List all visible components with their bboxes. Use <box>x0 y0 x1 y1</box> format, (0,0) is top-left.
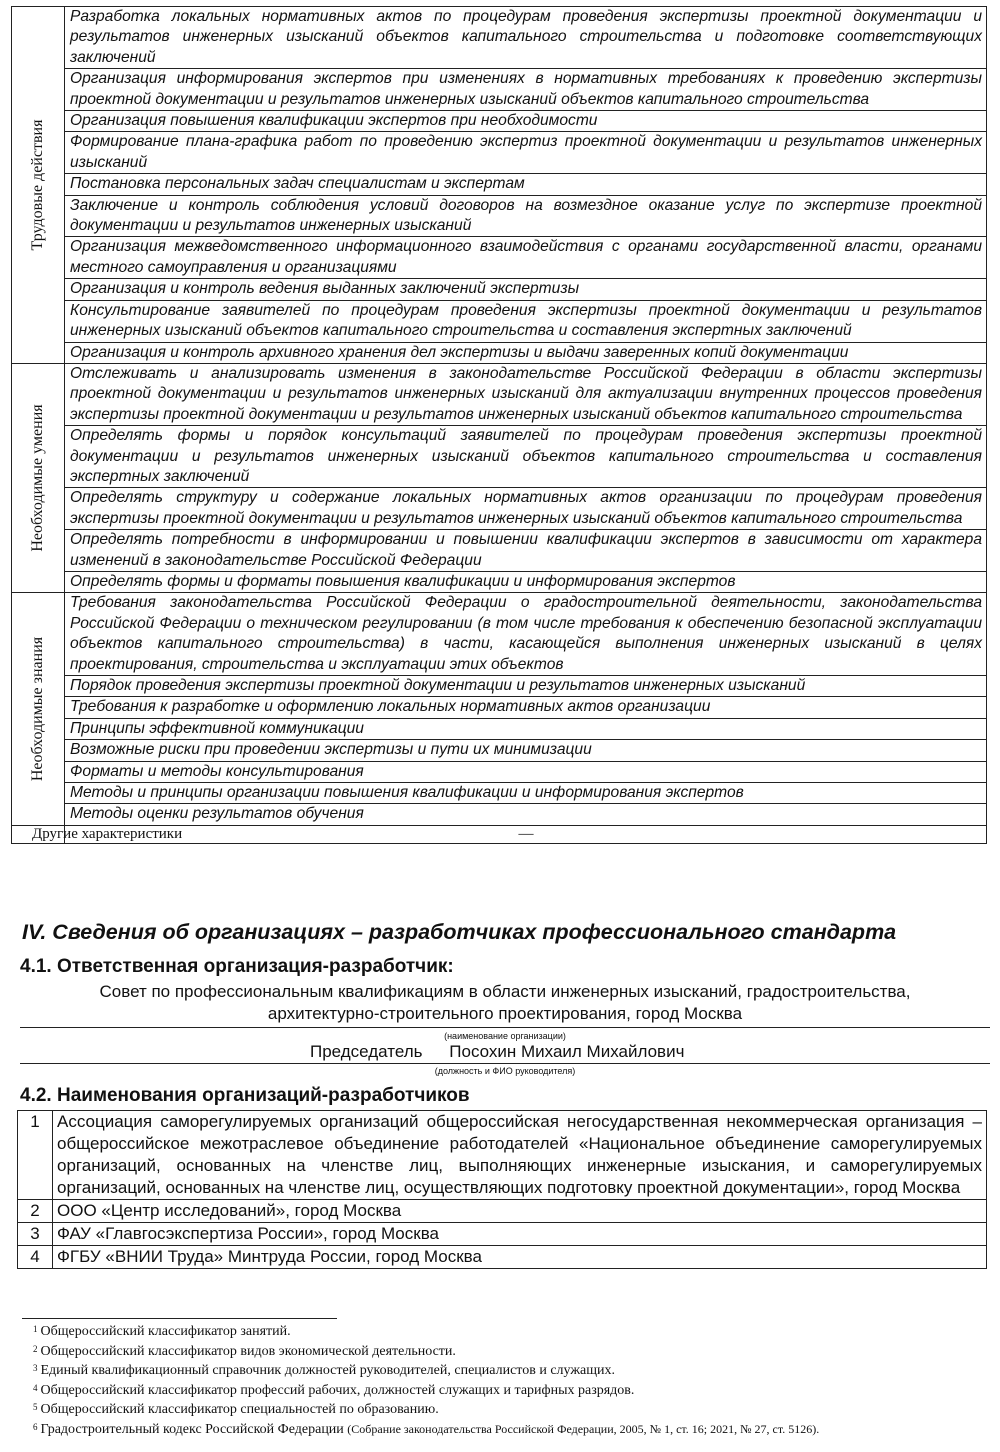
labor-actions-row <box>12 69 987 111</box>
required-skills-category-cell <box>12 363 65 592</box>
required-knowledge-row <box>12 804 987 825</box>
developers-heading: 4.2. Наименования организаций-разработчиков <box>20 1085 470 1106</box>
required-skills-category-label: Необходимые умения <box>29 404 46 552</box>
footnote-text: Градостроительный кодекс Российской Федерации <box>40 1421 344 1437</box>
org-head-underline <box>20 1063 990 1064</box>
required-knowledge-row <box>12 593 987 676</box>
footnote-number: 5 <box>33 1402 38 1413</box>
footnote <box>33 1400 993 1420</box>
responsible-org-name <box>20 981 990 1025</box>
labor-actions-item: Постановка персональных задач специалистам и экспертам <box>65 174 987 195</box>
required-knowledge-item: Требования к разработке и оформлению локальных нормативных актов организации <box>65 697 987 718</box>
labor-actions-row <box>12 342 987 363</box>
section-title: IV. Сведения об организациях – разработчиках профессионального стандарта <box>22 920 897 944</box>
other-characteristics-row <box>12 825 987 843</box>
labor-actions-item: Организация межведомственного информационного взаимодействия с органами государственной власти, органами местного самоуправления и организациями <box>65 237 987 279</box>
required-skills-item: Определять структуру и содержание локальных нормативных актов организации по процедурам проведения экспертизы проектной документации и результатов инженерных изысканий объектов капитального строительства <box>65 488 987 530</box>
labor-actions-item: Консультирование заявителей по процедурам проведения экспертизы проектной документации и результатов инженерных изысканий объектов капитального строительства и составления экспертных заключений <box>65 300 987 342</box>
required-knowledge-row <box>12 783 987 804</box>
required-knowledge-item: Принципы эффективной коммуникации <box>65 718 987 739</box>
footnote-number: 1 <box>33 1324 38 1334</box>
labor-actions-category-cell <box>12 7 65 364</box>
required-knowledge-row <box>12 761 987 782</box>
labor-functions-table <box>11 6 987 844</box>
footnote <box>33 1342 993 1362</box>
labor-actions-category-label: Трудовые действия <box>29 119 46 251</box>
footnote-number: 4 <box>33 1382 38 1393</box>
labor-actions-item: Формирование плана-графика работ по проведению экспертиз проектной документации и результатов инженерных изысканий <box>65 132 987 174</box>
required-skills-item: Определять формы и порядок консультаций заявителей по процедурам проведения экспертизы проектной документации и результатов инженерных изысканий объектов капитального строительства и составления экспертных заключений <box>65 426 987 488</box>
labor-actions-row <box>12 279 987 300</box>
developer-row <box>18 1246 987 1269</box>
labor-actions-item: Организация повышения квалификации экспертов при необходимости <box>65 111 987 132</box>
developer-name: ФГБУ «ВНИИ Труда» Минтруда России, город Москва <box>53 1246 987 1269</box>
responsible-org-name-line1: Совет по профессиональным квалификациям в области инженерных изысканий, градостроительства, <box>99 982 911 1001</box>
footnote <box>33 1381 993 1401</box>
org-head-name: Посохин Михаил Михайлович <box>449 1042 685 1061</box>
developer-number: 2 <box>18 1200 53 1223</box>
footnote-text: Общероссийский классификатор видов экономической деятельности. <box>40 1343 456 1359</box>
required-skills-row <box>12 426 987 488</box>
footnote <box>33 1361 993 1381</box>
labor-actions-row <box>12 237 987 279</box>
labor-actions-row <box>12 111 987 132</box>
footnote-number: 3 <box>33 1363 38 1374</box>
labor-actions-row <box>12 300 987 342</box>
footnote-number: 6 <box>33 1421 38 1432</box>
other-characteristics-value: — <box>65 825 987 843</box>
developer-number: 3 <box>18 1223 53 1246</box>
footnote-number: 2 <box>33 1343 38 1354</box>
org-head-position: Председатель <box>310 1042 423 1061</box>
required-knowledge-row <box>12 740 987 761</box>
footnote-separator <box>22 1318 337 1319</box>
other-characteristics-label: Другие характеристики <box>12 825 65 843</box>
developer-row <box>18 1223 987 1246</box>
required-skills-row <box>12 488 987 530</box>
labor-actions-item: Организация и контроль архивного хранения дел экспертизы и выдачи заверенных копий документации <box>65 342 987 363</box>
labor-actions-row <box>12 195 987 237</box>
org-head-caption: (должность и ФИО руководителя) <box>434 1066 576 1076</box>
developer-row <box>18 1200 987 1223</box>
footnote-text: Общероссийский классификатор занятий. <box>40 1324 291 1339</box>
labor-actions-row <box>12 174 987 195</box>
footnotes <box>33 1322 993 1440</box>
required-knowledge-item: Порядок проведения экспертизы проектной документации и результатов инженерных изысканий <box>65 676 987 697</box>
developer-name: Ассоциация саморегулируемых организаций общероссийская негосударственная некоммерческая организация – общероссийское межотраслевое объединение работодателей «Национальное объединение саморегулируемых организаций, основанных на членстве лиц, выполняющих инженерные изыскания, и саморегулируемых организаций, основанных на членстве лиц, осуществляющих подготовку проектной документации», город Москва <box>53 1111 987 1200</box>
labor-actions-row <box>12 132 987 174</box>
footnote-text: Общероссийский классификатор специальностей по образованию. <box>40 1402 439 1418</box>
required-knowledge-item: Методы оценки результатов обучения <box>65 804 987 825</box>
required-skills-item: Отслеживать и анализировать изменения в законодательстве Российской Федерации в области экспертизы проектной документации и результатов инженерных изысканий для актуализации внутренних процессов проведения экспертизы проектной документации и результатов инженерных изысканий объектов капитального строительства <box>65 363 987 425</box>
developer-row <box>18 1111 987 1200</box>
developer-name: ФАУ «Главгосэкспертиза России», город Москва <box>53 1223 987 1246</box>
required-knowledge-row <box>12 676 987 697</box>
developer-number: 1 <box>18 1111 53 1200</box>
required-knowledge-row <box>12 697 987 718</box>
required-skills-row <box>12 571 987 592</box>
required-knowledge-item: Требования законодательства Российской Федерации о градостроительной деятельности, законодательства Российской Федерации о техническом регулировании (в том числе требования к обеспечению безопасной эксплуатации объектов капитального строительства) в части, касающейся выполнения инженерных изысканий в целях проектирования, строительства и эксплуатации этих объектов <box>65 593 987 676</box>
required-knowledge-category-cell <box>12 593 65 825</box>
developer-number: 4 <box>18 1246 53 1269</box>
required-skills-row <box>12 530 987 572</box>
labor-actions-item: Организация информирования экспертов при изменениях в нормативных требованиях к проведению экспертизы проектной документации и результатов инженерных изысканий объектов капитального строительства <box>65 69 987 111</box>
required-skills-item: Определять формы и форматы повышения квалификации и информирования экспертов <box>65 571 987 592</box>
required-knowledge-item: Методы и принципы организации повышения квалификации и информирования экспертов <box>65 783 987 804</box>
responsible-org-heading: 4.1. Ответственная организация-разработчик: <box>20 956 454 977</box>
labor-actions-row <box>12 7 987 69</box>
developers-table-body <box>18 1111 987 1269</box>
required-skills-item: Определять потребности в информировании и повышении квалификации экспертов в зависимости от характера изменений в законодательстве Российской Федерации <box>65 530 987 572</box>
developer-name: ООО «Центр исследований», город Москва <box>53 1200 987 1223</box>
developers-table <box>17 1110 987 1269</box>
labor-actions-item: Разработка локальных нормативных актов по процедурам проведения экспертизы проектной документации и результатов инженерных изысканий объектов капитального строительства и подготовке соответствующих заключений <box>65 7 987 69</box>
labor-functions-table-body <box>12 7 987 844</box>
required-knowledge-row <box>12 718 987 739</box>
required-knowledge-item: Возможные риски при проведении экспертизы и пути их минимизации <box>65 740 987 761</box>
footnote <box>33 1420 993 1440</box>
footnote-text: Общероссийский классификатор профессий рабочих, должностей служащих и тарифных разрядов. <box>40 1382 635 1398</box>
footnote <box>33 1322 993 1342</box>
org-name-underline <box>20 1027 990 1028</box>
org-name-caption: (наименование организации) <box>444 1031 566 1041</box>
footnote-text: Единый квалификационный справочник должностей руководителей, специалистов и служащих. <box>40 1363 616 1379</box>
required-skills-row <box>12 363 987 425</box>
footnote-note: (Собрание законодательства Российской Федерации, 2005, № 1, ст. 16; 2021, № 27, ст. 5126). <box>347 1421 820 1436</box>
org-head <box>310 1042 684 1062</box>
required-knowledge-category-label: Необходимые знания <box>29 636 46 782</box>
labor-actions-item: Заключение и контроль соблюдения условий договоров на возмездное оказание услуг по экспертизе проектной документации и результатов инженерных изысканий <box>65 195 987 237</box>
required-knowledge-item: Форматы и методы консультирования <box>65 761 987 782</box>
labor-actions-item: Организация и контроль ведения выданных заключений экспертизы <box>65 279 987 300</box>
responsible-org-name-line2: архитектурно-строительного проектирования, город Москва <box>267 1004 743 1023</box>
